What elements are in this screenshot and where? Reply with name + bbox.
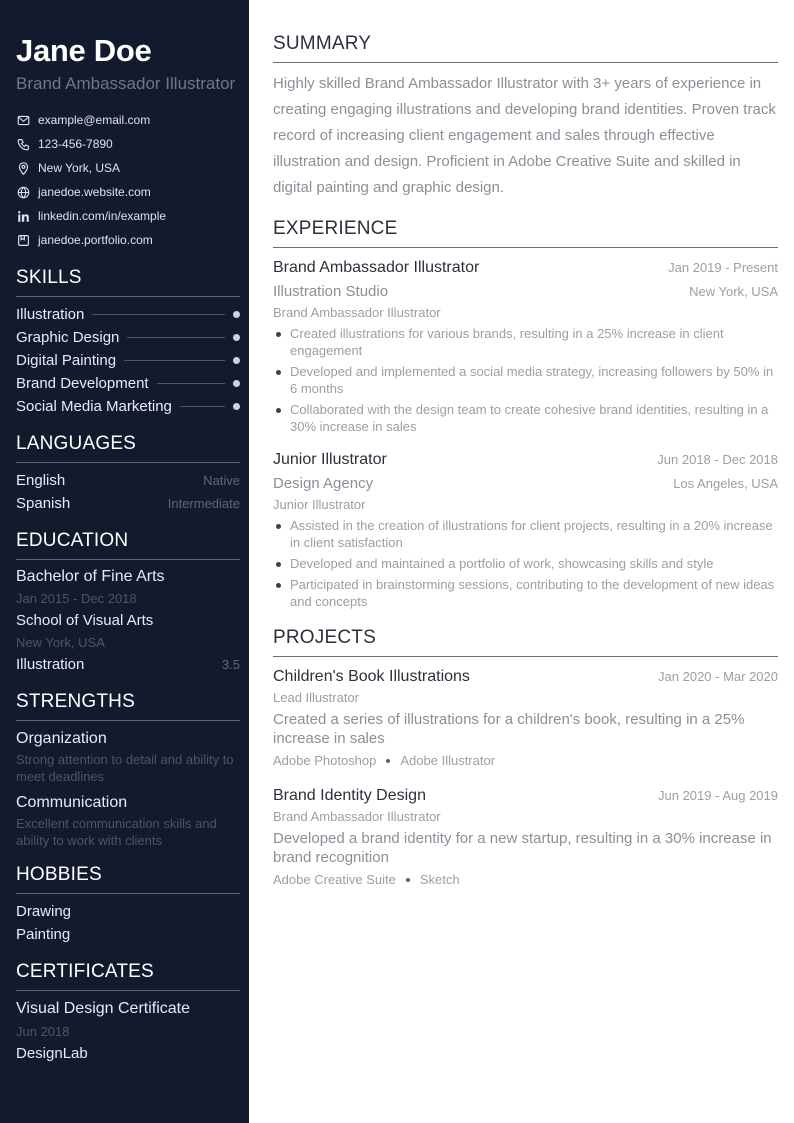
summary-section (273, 32, 778, 201)
skill-label: Digital Painting (16, 352, 117, 369)
language-name: English (16, 472, 66, 489)
job-role: Junior Illustrator (273, 497, 366, 512)
strength-title: Communication (16, 794, 128, 811)
contact-phone[interactable] (16, 132, 240, 156)
project-description: Developed a brand identity for a new startup, resulting in a 30% increase in brand recognition (273, 830, 772, 866)
project-tool: Sketch (419, 872, 460, 887)
languages-heading: LANGUAGES (16, 432, 240, 463)
project-role: Lead Illustrator (273, 690, 359, 705)
summary-heading: SUMMARY (273, 32, 778, 63)
experience-section (273, 217, 778, 610)
hobby-item: Drawing (16, 903, 72, 920)
certificates-section (16, 960, 240, 1065)
hobby-item: Painting (16, 926, 71, 943)
education-dates: Jan 2015 - Dec 2018 (16, 591, 137, 606)
skill-line (127, 337, 225, 338)
contact-list (16, 108, 240, 252)
project-tool: Adobe Photoshop (273, 753, 377, 768)
globe-icon (16, 185, 30, 199)
job-bullet: Created illustrations for various brands, resulting in a 25% increase in client engagement (273, 325, 778, 359)
job-role: Brand Ambassador Illustrator (273, 305, 441, 320)
job-company: Design Agency (273, 475, 374, 492)
project-dates: Jun 2019 - Aug 2019 (658, 788, 778, 803)
email-icon (16, 113, 30, 127)
project-tool: Adobe Illustrator (400, 753, 496, 768)
main-content (273, 32, 778, 906)
language-item (16, 469, 240, 492)
phone-icon (16, 137, 30, 151)
project-description: Created a series of illustrations for a children's book, resulting in a 25% increase in sales (273, 711, 745, 747)
location-pin-icon (16, 161, 30, 175)
job-title: Brand Ambassador Illustrator (273, 259, 480, 276)
language-item (16, 492, 240, 515)
experience-entry (273, 257, 778, 435)
experience-heading: EXPERIENCE (273, 217, 778, 248)
contact-email[interactable] (16, 108, 240, 132)
job-bullet: Assisted in the creation of illustrations for client projects, resulting in a 20% increase in client satisfaction (273, 517, 778, 551)
portfolio-icon (16, 233, 30, 247)
project-tools (273, 751, 778, 771)
strength-description: Strong attention to detail and ability to meet deadlines (16, 752, 234, 784)
candidate-title: Brand Ambassador Illustrator (16, 74, 236, 93)
education-field: Illustration (16, 656, 85, 673)
job-bullet: Participated in brainstorming sessions, contributing to the development of new ideas and concepts (273, 576, 778, 610)
certificate-date: Jun 2018 (16, 1024, 70, 1039)
strength-title: Organization (16, 730, 107, 747)
skill-label: Illustration (16, 306, 85, 323)
contact-portfolio-text: janedoe.portfolio.com (38, 233, 153, 247)
projects-heading: PROJECTS (273, 626, 778, 657)
job-title: Junior Illustrator (273, 451, 387, 468)
skill-dot (233, 380, 240, 387)
skill-label: Brand Development (16, 375, 149, 392)
job-company: Illustration Studio (273, 283, 389, 300)
tool-separator (406, 878, 410, 882)
contact-website-text: janedoe.website.com (38, 185, 151, 199)
experience-entry (273, 449, 778, 610)
project-title: Brand Identity Design (273, 787, 426, 804)
contact-location (16, 156, 240, 180)
education-school: School of Visual Arts (16, 612, 154, 629)
skill-line (92, 314, 225, 315)
skill-dot (233, 403, 240, 410)
project-entry (273, 785, 778, 890)
linkedin-icon (16, 209, 30, 223)
hobbies-heading: HOBBIES (16, 863, 240, 894)
project-title: Children's Book Illustrations (273, 668, 470, 685)
contact-phone-text: 123-456-7890 (38, 137, 113, 151)
skill-line (180, 406, 225, 407)
strengths-heading: STRENGTHS (16, 690, 240, 721)
job-bullets (273, 517, 778, 610)
skill-item (16, 303, 240, 326)
project-tools (273, 870, 778, 890)
skills-section (16, 266, 240, 418)
skill-dot (233, 334, 240, 341)
contact-location-text: New York, USA (38, 161, 121, 175)
language-name: Spanish (16, 495, 71, 512)
projects-section (273, 626, 778, 890)
skill-label: Social Media Marketing (16, 398, 172, 415)
education-heading: EDUCATION (16, 529, 240, 560)
candidate-name: Jane Doe (16, 33, 152, 68)
job-location: New York, USA (689, 284, 778, 299)
language-level: Intermediate (167, 496, 240, 511)
language-level: Native (203, 473, 240, 488)
contact-website[interactable] (16, 180, 240, 204)
skills-heading: SKILLS (16, 266, 240, 297)
education-field-row (16, 654, 240, 676)
job-bullet: Developed and maintained a portfolio of work, showcasing skills and style (273, 555, 778, 572)
job-dates: Jan 2019 - Present (668, 260, 778, 275)
strengths-section (16, 690, 240, 849)
skill-item (16, 326, 240, 349)
project-tool: Adobe Creative Suite (273, 872, 396, 887)
education-gpa: 3.5 (221, 657, 240, 672)
job-location: Los Angeles, USA (673, 476, 778, 491)
hobbies-section (16, 863, 240, 946)
skill-dot (233, 357, 240, 364)
education-degree: Bachelor of Fine Arts (16, 568, 165, 585)
summary-text: Highly skilled Brand Ambassador Illustrator with 3+ years of experience in creating engaging illustrations and developing brand identities. Proven track record of increasing client engagement and sales through effective illustration and design. Proficient in Adobe Creative Suite and skilled in digital painting and graphic design. (273, 75, 776, 196)
contact-portfolio[interactable] (16, 228, 240, 252)
contact-email-text: example@email.com (38, 113, 151, 127)
project-dates: Jan 2020 - Mar 2020 (658, 669, 778, 684)
skill-item (16, 349, 240, 372)
skill-item (16, 372, 240, 395)
project-role: Brand Ambassador Illustrator (273, 809, 441, 824)
contact-linkedin[interactable] (16, 204, 240, 228)
skill-dot (233, 311, 240, 318)
strength-description: Excellent communication skills and ability to work with clients (16, 816, 217, 848)
skill-line (124, 360, 225, 361)
contact-linkedin-text: linkedin.com/in/example (38, 209, 167, 223)
skill-line (157, 383, 225, 384)
sidebar (0, 0, 249, 1123)
skill-label: Graphic Design (16, 329, 120, 346)
languages-section (16, 432, 240, 515)
job-dates: Jun 2018 - Dec 2018 (657, 452, 778, 467)
project-entry (273, 666, 778, 771)
certificates-heading: CERTIFICATES (16, 960, 240, 991)
certificate-issuer: DesignLab (16, 1045, 88, 1062)
education-section (16, 529, 240, 676)
tool-separator (386, 759, 390, 763)
job-bullet: Collaborated with the design team to create cohesive brand identities, resulting in a 30% increase in sales (273, 401, 778, 435)
education-location: New York, USA (16, 635, 105, 650)
certificate-title: Visual Design Certificate (16, 1000, 191, 1017)
job-bullet: Developed and implemented a social media strategy, increasing followers by 50% in 6 months (273, 363, 778, 397)
skill-item (16, 395, 240, 418)
job-bullets (273, 325, 778, 435)
